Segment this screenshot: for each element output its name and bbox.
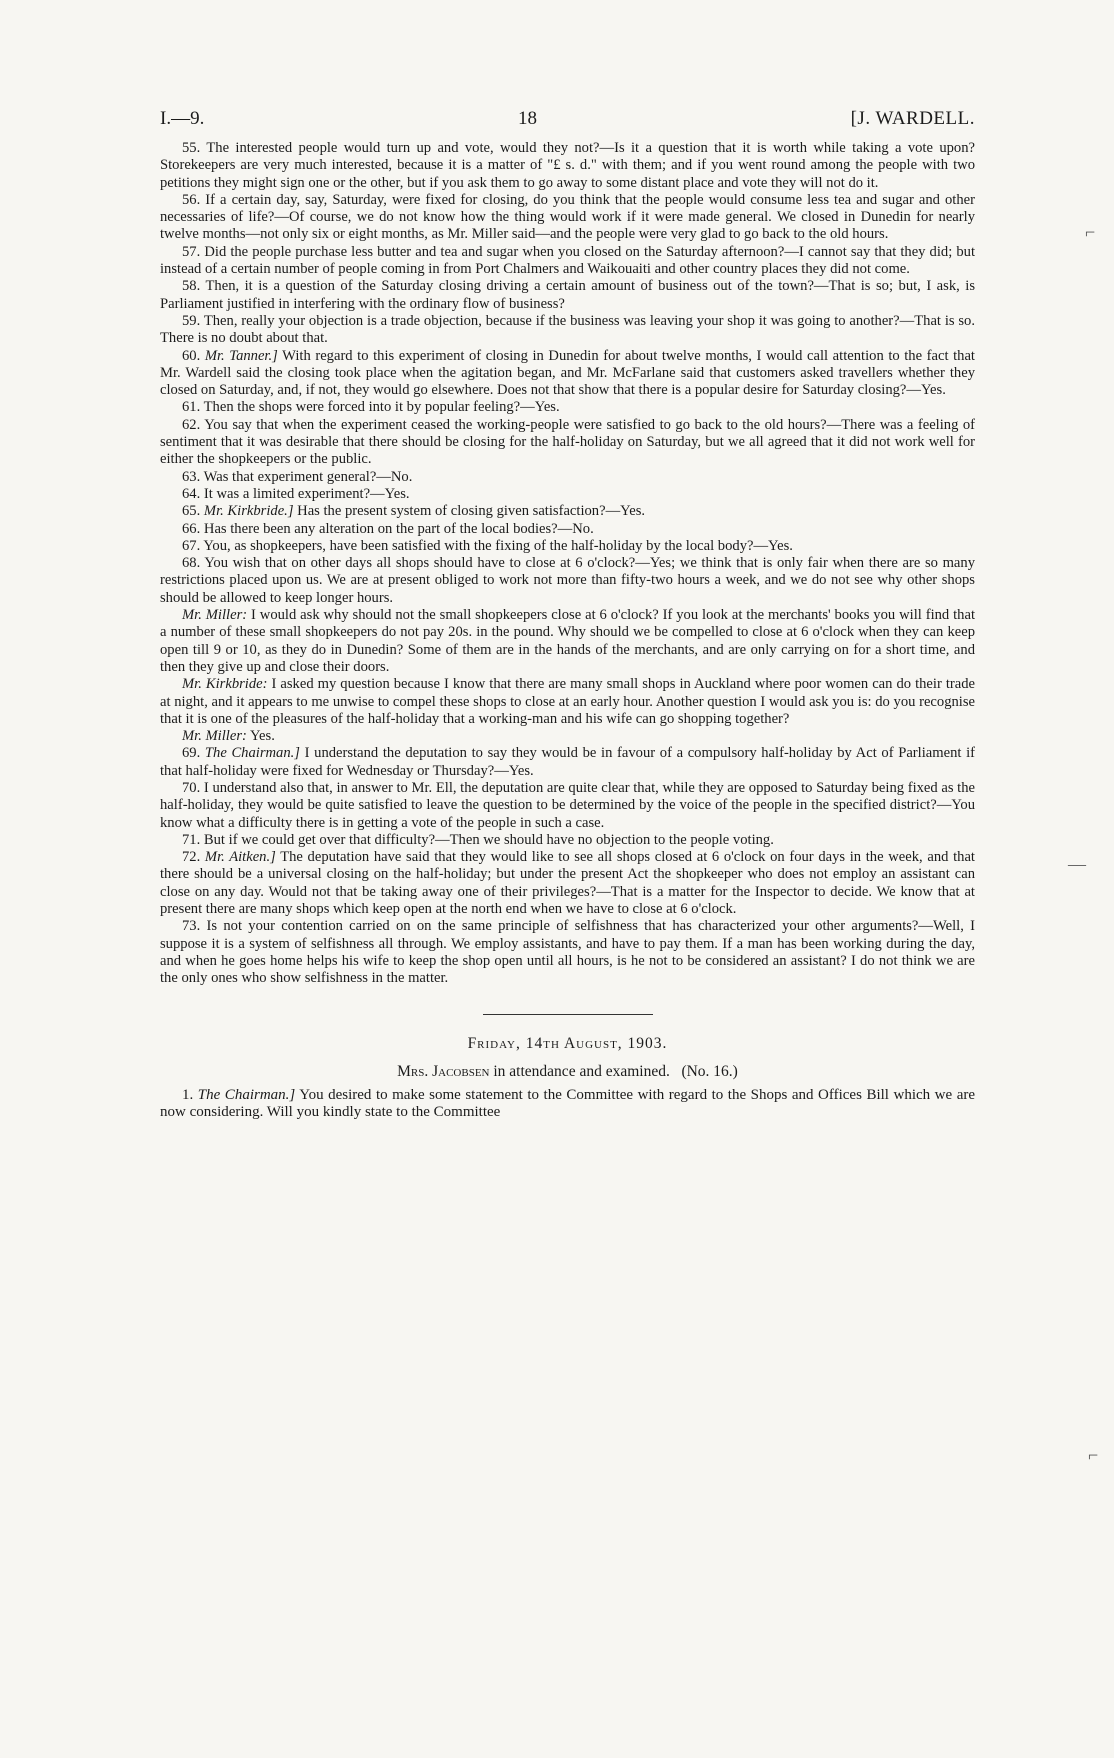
witness-line bbox=[160, 1063, 975, 1081]
paragraph: 61. Then the shops were forced into it by popular feeling?—Yes. bbox=[182, 399, 560, 416]
paragraph: 60. Mr. Tanner.] With regard to this experiment of closing in Dunedin for about twelve months, I would call attention to the fact that Mr. Wardell said the closing took place when the agitation began, and Mr. McFarlane said that customers asked travellers whether they closed on Saturday, and, if not, they would go elsewhere. Does not that show that there is a popular desire for Saturday closing?—Yes. bbox=[160, 347, 975, 399]
paragraph: 71. But if we could get over that difficulty?—Then we should have no objection to the people voting. bbox=[182, 831, 774, 848]
paragraph: 68. You wish that on other days all shops should have to close at 6 o'clock?—Yes; we think that is only fair when there are so many restrictions placed upon us. We are at present obliged to work not more than fifty-two hours a week, and we do not see why other shops should be allowed to keep longer hours. bbox=[160, 555, 975, 606]
witness-name: Mrs. Jacobsen bbox=[397, 1062, 490, 1080]
paragraph: 69. The Chairman.] I understand the deputation to say they would be in favour of a compulsory half-holiday by Act of Parliament if that half-holiday were fixed for Wednesday or Thursday?—Yes. bbox=[160, 745, 975, 779]
paper-reference: I.—9. bbox=[160, 108, 205, 129]
margin-mark: — bbox=[1068, 854, 1086, 874]
paragraph: 65. Mr. Kirkbride.] Has the present system of closing given satisfaction?—Yes. bbox=[182, 503, 646, 520]
paragraph: Mr. Miller: Yes. bbox=[182, 728, 275, 745]
paragraph: Mr. Miller: I would ask why should not the small shopkeepers close at 6 o'clock? If you look at the merchants' books you will find that a number of these small shopkeepers do not pay 20s. in the pound. Why should we be compelled to close at 6 o'clock when they can keep open till 9 or 10, as they do in Dunedin? Some of them are in the hands of the merchants, and are only carrying on for a short time, and then they give up and close their doors. bbox=[160, 607, 975, 675]
witness-number: (No. 16.) bbox=[681, 1062, 738, 1080]
section-divider bbox=[483, 1014, 653, 1015]
margin-mark: ⌐ bbox=[1085, 222, 1096, 242]
page-header bbox=[160, 108, 975, 130]
paragraph: Mr. Kirkbride: I asked my question because I know that there are many small shops in Auckland where poor women can do their trade at night, and it appears to me unwise to compel these shops to close at an early hour. Another question I would ask you is: do you recognise that it is one of the pleasures of the half-holiday that a working-man and his wife can go shopping together? bbox=[160, 676, 975, 727]
first-question: 1. The Chairman.] You desired to make some statement to the Committee with regard to the Shops and Offices Bill which we are now considering. Will you kindly state to the Committee bbox=[160, 1086, 976, 1121]
document-page bbox=[160, 108, 975, 1122]
page-number: 18 bbox=[517, 108, 537, 129]
evidence-transcript bbox=[160, 140, 975, 988]
paragraph: 58. Then, it is a question of the Saturday closing driving a certain amount of business out of the town?—That is so; but, I ask, is Parliament justified in interfering with the ordinary flow of business? bbox=[160, 278, 976, 312]
witness-header: [J. WARDELL. bbox=[850, 108, 975, 129]
paragraph: 59. Then, really your objection is a trade objection, because if the business was leaving your shop it was going to another?—That is so. There is no doubt about that. bbox=[160, 312, 976, 347]
paragraph: 62. You say that when the experiment ceased the working-people were satisfied to go back to the old hours?—There was a feeling of sentiment that it was desirable that there should be closing for the half-holiday on Saturday, but we all agreed that it did not work well for either the shopkeepers or the public. bbox=[160, 416, 975, 468]
paragraph: 57. Did the people purchase less butter and tea and sugar when you closed on the Saturday afternoon?—I cannot say that they did; but instead of a certain number of people coming in from Port Chalmers and Waikouaiti and other country places they did not come. bbox=[160, 243, 975, 278]
paragraph: 72. Mr. Aitken.] The deputation have said that they would like to see all shops closed at 6 o'clock on four days in the week, and that there should be a universal closing on the half-holiday; but under the present Act the shopkeeper who does not employ an assistant can close on any day. Would not that be taking away one of their privileges?—That is a matter for the Inspector to decide. We know that at present there are many shops which keep open at the north end when we have to close at 6 o'clock. bbox=[160, 849, 975, 918]
session-date: Friday, 14th August, 1903. bbox=[467, 1034, 668, 1052]
paragraph: 55. The interested people would turn up and vote, would they not?—Is it a question that it is worth while taking a vote upon? Storekeepers are very much interested, because it is a matter of "£ s. d." with them; and if you went round among the people with two petitions they might sign one or the other, but if you ask them to go away to some distant place and vote they will not do it. bbox=[160, 140, 975, 191]
paragraph: 70. I understand also that, in answer to Mr. Ell, the deputation are quite clear that, while they are opposed to Saturday being fixed as the half-holiday, they would be quite satisfied to leave the question to be determined by the voice of the people in the specified district?—You know what a difficulty there is in getting a vote of the people in such a case. bbox=[160, 779, 976, 831]
paragraph: 73. Is not your contention carried on on the same principle of selfishness that has characterized your other arguments?—Well, I suppose it is a system of selfishness all through. We employ assistants, and have to pay them. If a man has been working during the day, and when he goes home helps his wife to keep the shop open until all hours, is he not to be considered an assistant? I do not think we are the only ones who show selfishness in the matter. bbox=[160, 918, 975, 987]
paragraph: 64. It was a limited experiment?—Yes. bbox=[182, 485, 410, 502]
margin-mark: ⌐ bbox=[1088, 1445, 1099, 1465]
paragraph: 67. You, as shopkeepers, have been satisfied with the fixing of the half-holiday by the local body?—Yes. bbox=[182, 537, 793, 554]
witness-status: in attendance and examined. bbox=[493, 1062, 670, 1080]
paragraph: 66. Has there been any alteration on the part of the local bodies?—No. bbox=[182, 520, 594, 537]
paragraph: 56. If a certain day, say, Saturday, were fixed for closing, do you think that the people would consume less tea and sugar and other necessaries of life?—Of course, we do not know how the thing would work if it were made general. We closed in Dunedin for nearly twelve months—not only six or eight months, as Mr. Miller said—and the people were very glad to go back to the old hours. bbox=[160, 191, 975, 243]
paragraph: 63. Was that experiment general?—No. bbox=[182, 468, 413, 485]
